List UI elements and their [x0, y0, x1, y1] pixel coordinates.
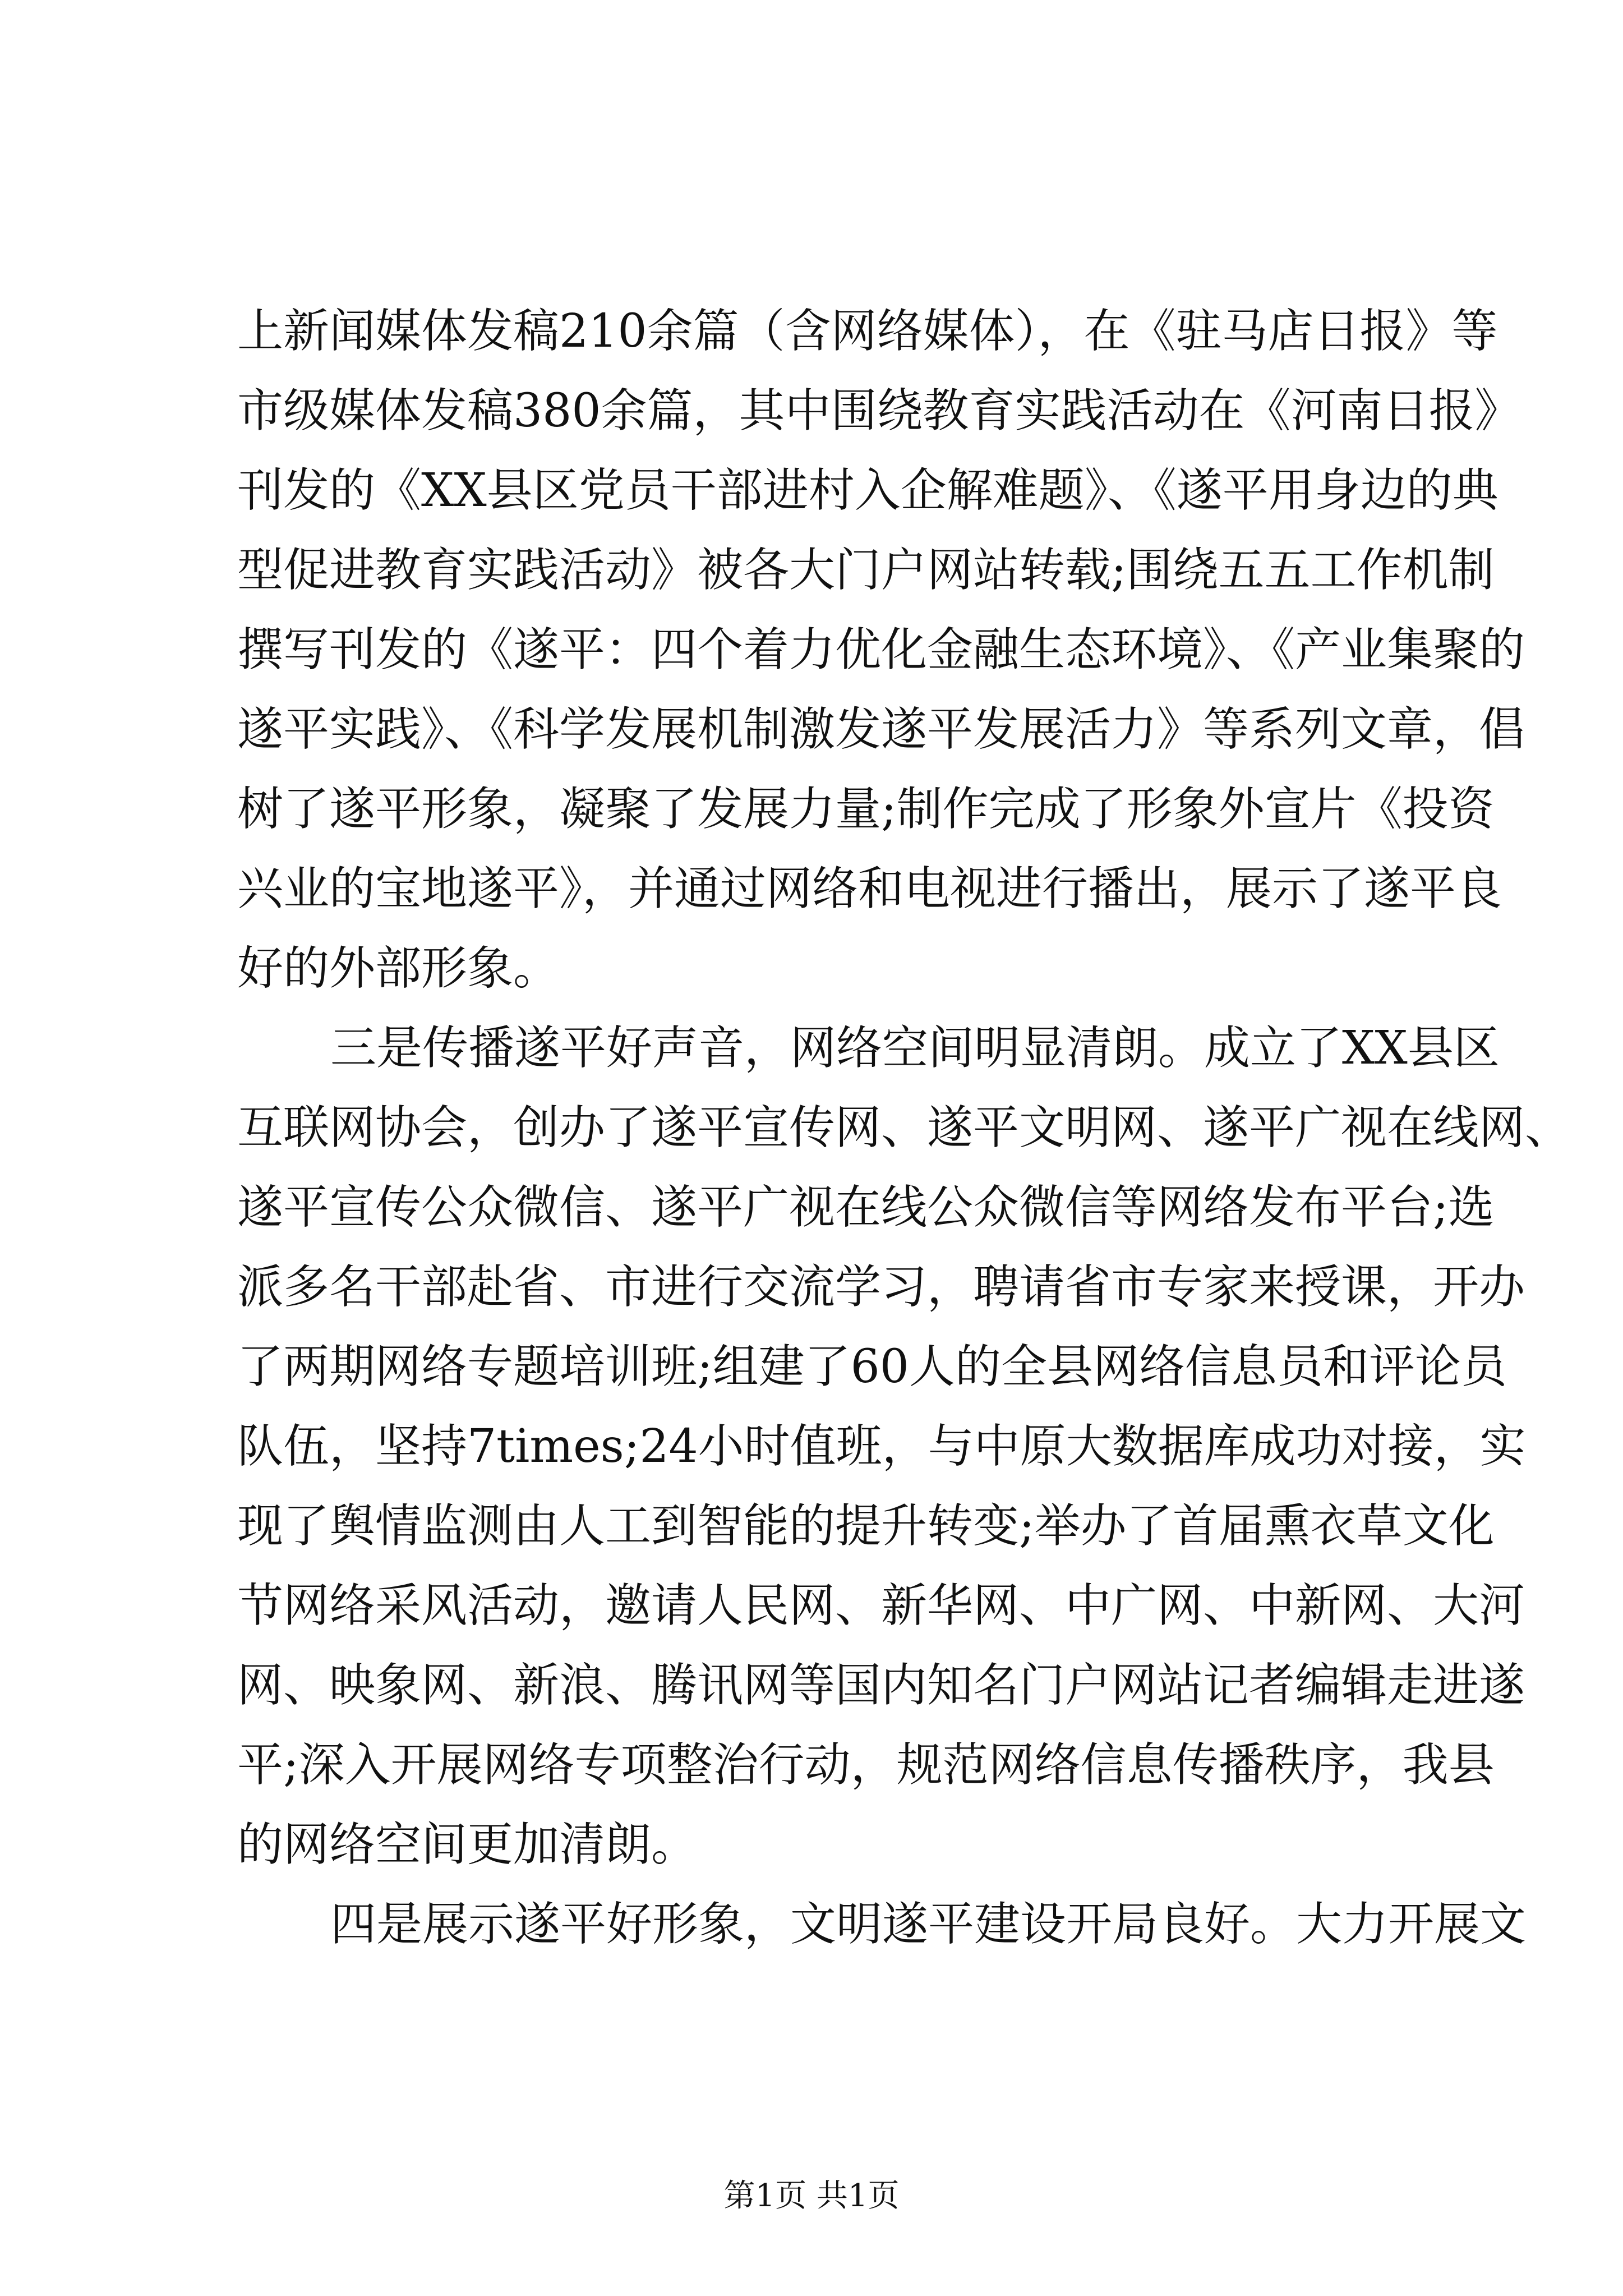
- text-line: 兴业的宝地遂平》，并通过网络和电视进行播出，展示了遂平良: [237, 862, 1502, 915]
- text-line: 撰写刊发的《遂平：四个着力优化金融生态环境》、《产业集聚的: [237, 623, 1525, 677]
- text-line: 树了遂平形象，凝聚了发展力量;制作完成了形象外宣片《投资: [237, 783, 1495, 836]
- text-line: 三是传播遂平好声音，网络空间明显清朗。成立了XX县区: [330, 1022, 1500, 1075]
- text-line: 现了舆情监测由人工到智能的提升转变;举办了首届熏衣草文化: [237, 1499, 1495, 1553]
- text-line: 互联网协会，创办了遂平宣传网、遂平文明网、遂平广视在线网、: [237, 1101, 1571, 1154]
- text-line: 刊发的《XX县区党员干部进村入企解难题》、《遂平用身边的典: [237, 464, 1498, 517]
- text-line: 遂平宣传公众微信、遂平广视在线公众微信等网络发布平台;选: [237, 1181, 1495, 1234]
- text-line: 的网络空间更加清朗。: [237, 1818, 698, 1871]
- text-line: 派多名干部赴省、市进行交流学习，聘请省市专家来授课，开办: [237, 1260, 1525, 1314]
- paragraph-1: [237, 292, 1525, 1009]
- text-line: 好的外部形象。: [237, 942, 560, 995]
- text-line: 网、映象网、新浪、腾讯网等国内知名门户网站记者编辑走进遂: [237, 1659, 1525, 1712]
- paragraph-3: [237, 1885, 1527, 1964]
- text-line: 型促进教育实践活动》被各大门户网站转载;围绕五五工作机制: [237, 544, 1495, 597]
- text-line: 了两期网络专题培训班;组建了60人的全县网络信息员和评论员: [237, 1340, 1507, 1393]
- text-line: 四是展示遂平好形象，文明遂平建设开局良好。大力开展文: [330, 1898, 1527, 1951]
- text-line: 节网络采风活动，邀请人民网、新华网、中广网、中新网、大河: [237, 1579, 1525, 1632]
- text-line: 队伍，坚持7times;24小时值班，与中原大数据库成功对接，实: [237, 1420, 1526, 1473]
- text-line: 平;深入开展网络专项整治行动，规范网络信息传播秩序，我县: [237, 1738, 1495, 1792]
- text-line: 市级媒体发稿380余篇，其中围绕教育实践活动在《河南日报》: [237, 384, 1521, 438]
- text-line: 遂平实践》、《科学发展机制激发遂平发展活力》等系列文章，倡: [237, 703, 1525, 756]
- paragraph-2: [237, 1009, 1571, 1885]
- document-body: [237, 292, 1571, 1964]
- page-footer: 第1页 共1页: [723, 2178, 900, 2214]
- text-line: 上新闻媒体发稿210余篇（含网络媒体），在《驻马店日报》等: [237, 305, 1498, 358]
